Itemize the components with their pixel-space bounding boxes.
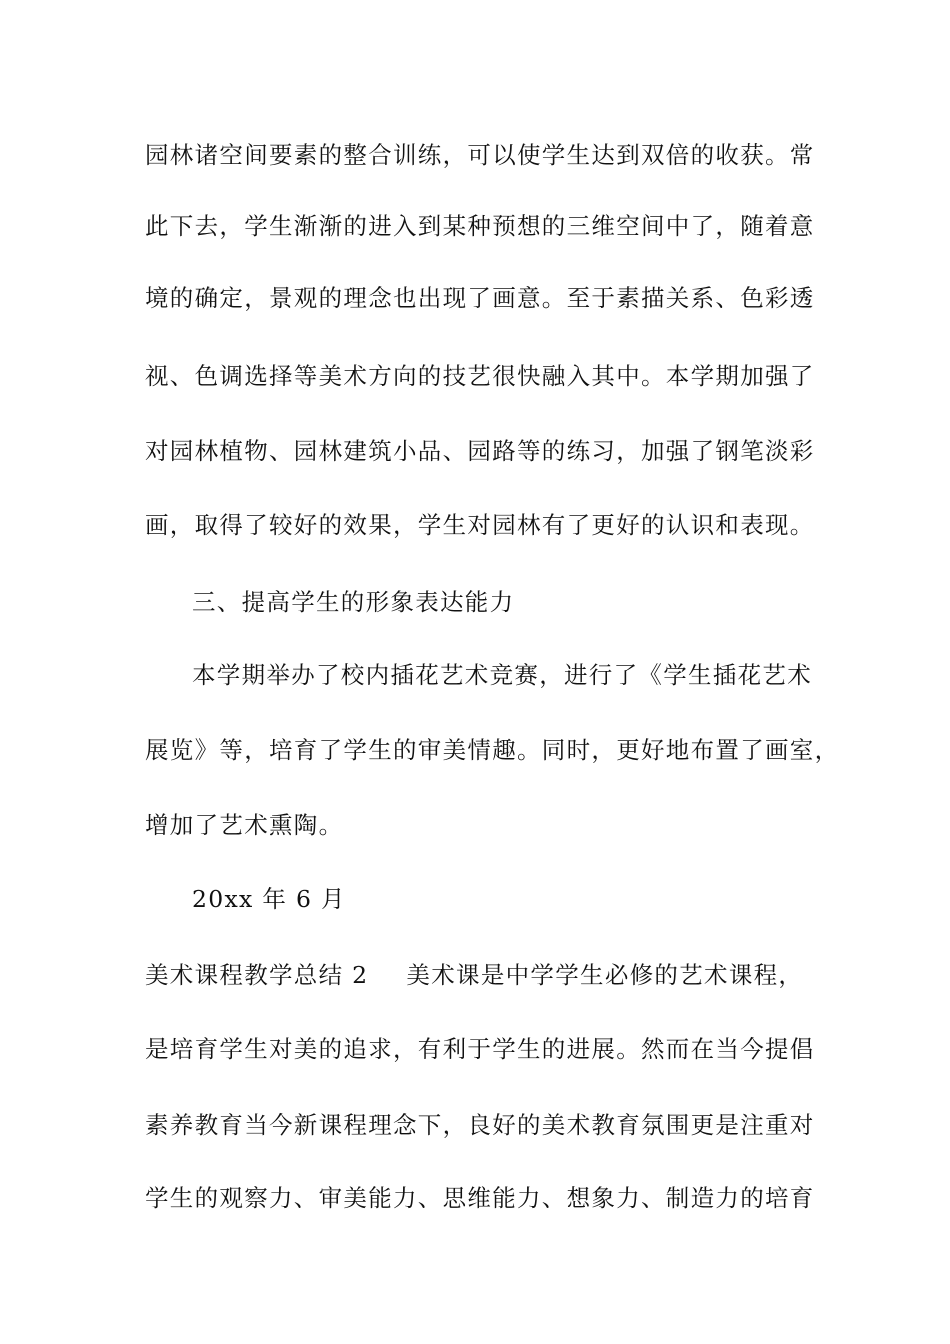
text-line: 素养教育当今新课程理念下，良好的美术教育氛围更是注重对 [145,1111,815,1139]
text-line: 画，取得了较好的效果，学生对园林有了更好的认识和表现。 [145,511,815,539]
text-line: 此下去，学生渐渐的进入到某种预想的三维空间中了，随着意 [145,212,815,240]
text-line: 学生的观察力、审美能力、思维能力、想象力、制造力的培育 [145,1184,815,1212]
text-line: 对园林植物、园林建筑小品、园路等的练习，加强了钢笔淡彩 [145,437,815,465]
paragraph-first-line: 本学期举办了校内插花艺术竞赛，进行了《学生插花艺术 [192,661,812,689]
section-heading-line [145,960,803,990]
section-subheading: 三、提高学生的形象表达能力 [192,588,515,616]
section-first-line: 美术课是中学学生必修的艺术课程， [406,961,804,989]
text-line: 境的确定，景观的理念也出现了画意。至于素描关系、色彩透 [145,284,815,312]
text-line: 展览》等，培育了学生的审美情趣。同时，更好地布置了画室， [145,736,840,764]
section-heading: 美术课程教学总结 2 [145,961,369,989]
text-line: 是培育学生对美的追求，有利于学生的进展。然而在当今提倡 [145,1035,815,1063]
date-line: 20xx 年 6 月 [192,885,346,913]
text-line: 视、色调选择等美术方向的技艺很快融入其中。本学期加强了 [145,362,815,390]
text-line: 增加了艺术熏陶。 [145,811,344,839]
text-line: 园林诸空间要素的整合训练，可以使学生达到双倍的收获。常 [145,141,815,169]
